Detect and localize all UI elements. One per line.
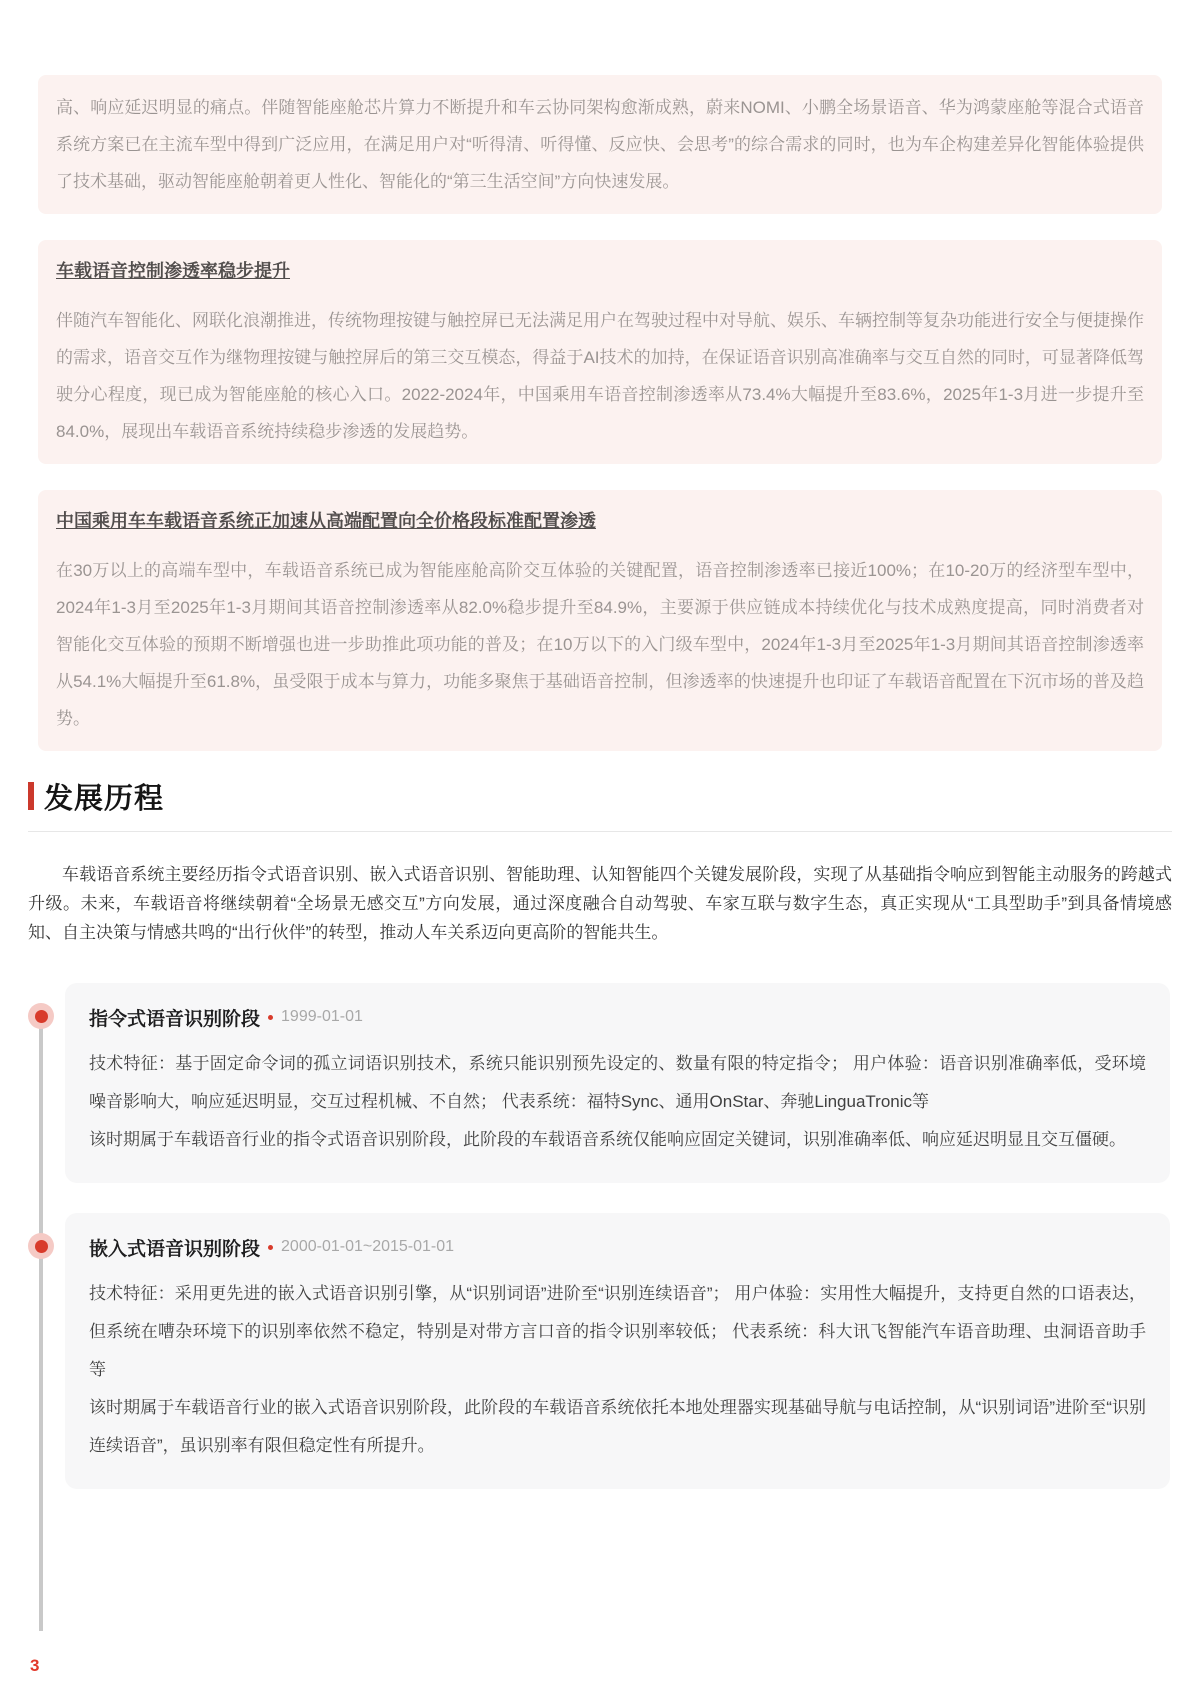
section-divider (28, 831, 1172, 832)
highlight-box-overflow-paragraph (38, 75, 1162, 214)
timeline-item-command-stage (65, 983, 1170, 1183)
timeline-dot-icon (28, 1003, 54, 1029)
timeline-card-title-row (89, 1003, 1146, 1031)
timeline-card-body (89, 1275, 1146, 1465)
timeline-card-paragraph: 该时期属于车载语音行业的指令式语音识别阶段，此阶段的车载语音系统仅能响应固定关键词，识别准确率低、响应延迟明显且交互僵硬。 (89, 1130, 1126, 1149)
timeline-card-date: 2000-01-01~2015-01-01 (281, 1238, 455, 1255)
timeline-card-paragraph: 技术特征：基于固定命令词的孤立词语识别技术，系统只能识别预先设定的、数量有限的特定指令； 用户体验：语音识别准确率低，受环境噪音影响大，响应延迟明显，交互过程机械、不自然； 代表系统：福特Sync、通用OnStar、奔驰LinguaTronic等 (89, 1054, 1146, 1111)
timeline-card-date: 1999-01-01 (281, 1008, 363, 1025)
section-intro-paragraph: 车载语音系统主要经历指令式语音识别、嵌入式语音识别、智能助理、认知智能四个关键发展阶段，实现了从基础指令响应到智能主动服务的跨越式升级。未来，车载语音将继续朝着“全场景无感交互”方向发展，通过深度融合自动驾驶、车家互联与数字生态，真正实现从“工具型助手”到具备情境感知、自主决策与情感共鸣的“出行伙伴”的转型，推动人车关系迈向更高阶的智能共生。 (28, 865, 1172, 942)
page-number: 3 (30, 1656, 40, 1675)
highlight-heading: 车载语音控制渗透率稳步提升 (56, 261, 290, 281)
section-title: 发展历程 (44, 782, 165, 815)
highlight-box-price-segments (38, 490, 1162, 751)
timeline-card-body (89, 1045, 1146, 1159)
timeline-dot-icon (28, 1233, 54, 1259)
timeline-card (65, 983, 1170, 1183)
section-accent-bar (28, 782, 34, 810)
timeline-card-title-row (89, 1233, 1146, 1261)
date-separator-dot-icon (268, 1015, 273, 1020)
timeline (0, 983, 1200, 1489)
timeline-card-title: 指令式语音识别阶段 (89, 1008, 261, 1030)
date-separator-dot-icon (268, 1245, 273, 1250)
section-header (28, 779, 1172, 813)
timeline-item-embedded-stage (65, 1213, 1170, 1489)
highlight-paragraph: 伴随汽车智能化、网联化浪潮推进，传统物理按键与触控屏已无法满足用户在驾驶过程中对导航、娱乐、车辆控制等复杂功能进行安全与便捷操作的需求，语音交互作为继物理按键与触控屏后的第三交互模态，得益于AI技术的加持，在保证语音识别高准确率与交互自然的同时，可显著降低驾驶分心程度，现已成为智能座舱的核心入口。2022-2024年，中国乘用车语音控制渗透率从73.4%大幅提升至83.6%，2025年1-3月进一步提升至84.0%，展现出车载语音系统持续稳步渗透的发展趋势。 (56, 311, 1144, 441)
timeline-card-paragraph: 该时期属于车载语音行业的嵌入式语音识别阶段，此阶段的车载语音系统依托本地处理器实现基础导航与电话控制，从“识别词语”进阶至“识别连续语音”，虽识别率有限但稳定性有所提升。 (89, 1398, 1146, 1455)
timeline-dot-inner (35, 1240, 48, 1253)
timeline-card-title: 嵌入式语音识别阶段 (89, 1238, 261, 1260)
highlight-heading: 中国乘用车车载语音系统正加速从高端配置向全价格段标准配置渗透 (56, 511, 596, 531)
timeline-card-paragraph: 技术特征：采用更先进的嵌入式语音识别引擎，从“识别词语”进阶至“识别连续语音”； 用户体验：实用性大幅提升，支持更自然的口语表达，但系统在嘈杂环境下的识别率依然不稳定，特别是对带方言口音的指令识别率较低； 代表系统：科大讯飞智能汽车语音助理、虫洞语音助手等 (89, 1284, 1146, 1379)
highlight-paragraph: 高、响应延迟明显的痛点。伴随智能座舱芯片算力不断提升和车云协同架构愈渐成熟，蔚来NOMI、小鹏全场景语音、华为鸿蒙座舱等混合式语音系统方案已在主流车型中得到广泛应用，在满足用户对“听得清、听得懂、反应快、会思考”的综合需求的同时，也为车企构建差异化智能体验提供了技术基础，驱动智能座舱朝着更人性化、智能化的“第三生活空间”方向快速发展。 (56, 98, 1144, 191)
highlight-paragraph: 在30万以上的高端车型中，车载语音系统已成为智能座舱高阶交互体验的关键配置，语音控制渗透率已接近100%；在10-20万的经济型车型中，2024年1-3月至2025年1-3月期间其语音控制渗透率从82.0%稳步提升至84.9%，主要源于供应链成本持续优化与技术成熟度提高，同时消费者对智能化交互体验的预期不断增强也进一步助推此项功能的普及；在10万以下的入门级车型中，2024年1-3月至2025年1-3月期间其语音控制渗透率从54.1%大幅提升至61.8%，虽受限于成本与算力，功能多聚焦于基础语音控制，但渗透率的快速提升也印证了车载语音配置在下沉市场的普及趋势。 (56, 561, 1144, 728)
highlight-box-penetration (38, 240, 1162, 464)
timeline-dot-inner (35, 1010, 48, 1023)
timeline-card (65, 1213, 1170, 1489)
timeline-line (39, 1016, 43, 1631)
